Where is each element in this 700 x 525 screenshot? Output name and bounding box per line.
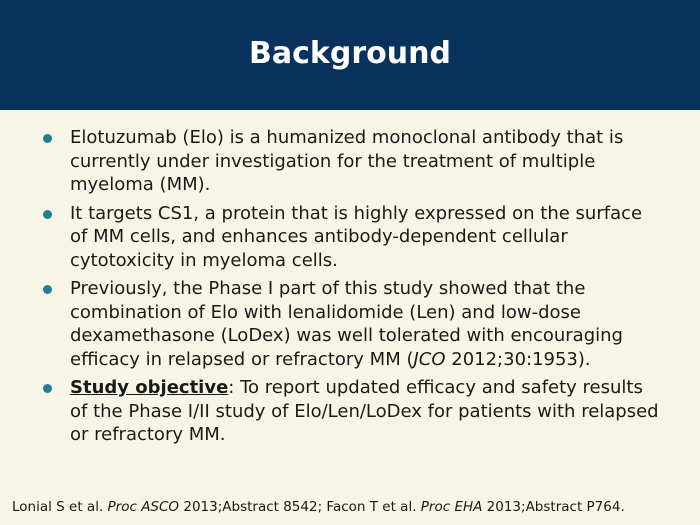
bullet-dot-icon (43, 210, 52, 219)
reference-text: Lonial S et al. (12, 499, 108, 515)
bullet-item-cs1 (40, 202, 660, 273)
bullet-item-study-objective (40, 376, 660, 447)
study-objective-label: Study objective (70, 377, 229, 398)
bullet-text: : To report updated efficacy and safety results of the Phase I/II study of Elo/Len/LoDex for patients with relapsed or refractory MM. (70, 377, 659, 445)
references-footer (12, 499, 625, 515)
slide-title: Background (249, 35, 451, 71)
slide-header (0, 0, 700, 110)
bullet-text: Elotuzumab (Elo) is a humanized monoclonal antibody that is currently under investigation for the treatment of multiple myeloma (MM). (70, 127, 624, 195)
reference-journal: Proc EHA (420, 499, 483, 515)
bullet-list (40, 126, 660, 452)
bullet-item-phase-one (40, 277, 660, 371)
reference-journal: Proc ASCO (107, 499, 180, 515)
bullet-text: It targets CS1, a protein that is highly expressed on the surface of MM cells, and enhances antibody-dependent cellular cytotoxicity in myeloma cells. (70, 202, 643, 271)
bullet-item-elotuzumab (40, 126, 660, 197)
reference-text: 2013;Abstract 8542; Facon T et al. (179, 499, 421, 515)
citation-text: 2012;30:1953). (445, 348, 591, 370)
bullet-dot-icon (43, 384, 52, 393)
bullet-dot-icon (43, 285, 52, 294)
journal-name: JCO (413, 348, 446, 370)
reference-text: 2013;Abstract P764. (482, 499, 625, 515)
bullet-text: Previously, the Phase I part of this study showed that the combination of Elo with lenalidomide (Len) and low-dose dexamethasone (LoDex) was well tolerated with encouraging efficacy in relapsed or refractory MM ( (70, 278, 623, 370)
bullet-dot-icon (43, 134, 52, 143)
